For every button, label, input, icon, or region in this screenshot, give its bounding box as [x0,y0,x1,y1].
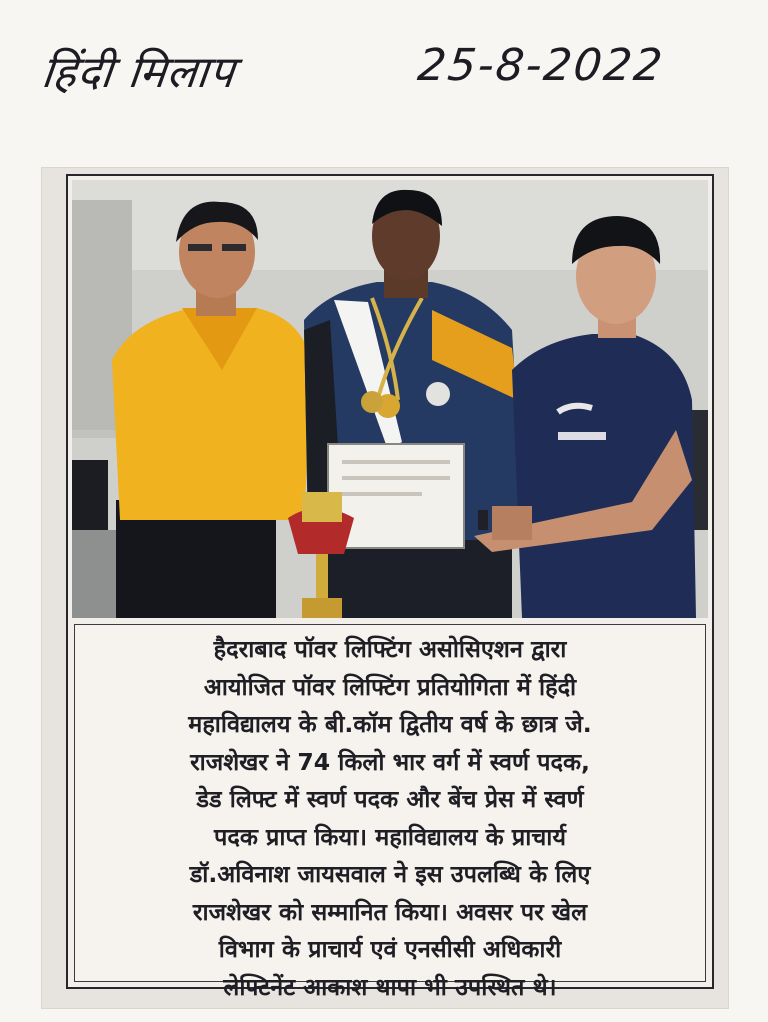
caption-line: डेड लिफ्ट में स्वर्ण पदक और बेंच प्रेस में स्वर्ण [196,785,584,813]
caption-line: महाविद्यालय के बी.कॉम द्वितीय वर्ष के छात्र जे. [188,710,592,738]
clipping-frame [66,174,714,1001]
caption-line: लेफ्टिनेंट आकाश थापा भी उपस्थित थे। [223,972,557,1001]
clipping-date: 25-8-2022 [415,40,667,91]
caption-line: आयोजित पॉवर लिफ्टिंग प्रतियोगिता में हिंदी [203,672,577,701]
caption-line: हैदराबाद पॉवर लिफ्टिंग असोसिएशन द्वारा [213,635,567,663]
news-photo [72,180,708,618]
caption-line: राजशेखर ने 74 किलो भार वर्ग में स्वर्ण पदक, [190,747,590,776]
newspaper-name: हिंदी मिलाप [39,47,238,98]
caption-line: डॉ.अविनाश जायसवाल ने इस उपलब्धि के लिए [189,860,591,888]
newspaper-clipping [42,168,728,1008]
news-caption [74,624,706,1001]
caption-line: विभाग के प्राचार्य एवं एनसीसी अधिकारी [218,935,562,963]
caption-line: पदक प्राप्त किया। महाविद्यालय के प्राचार्य [214,822,566,851]
caption-line: राजशेखर को सम्मानित किया। अवसर पर खेल [192,897,588,926]
